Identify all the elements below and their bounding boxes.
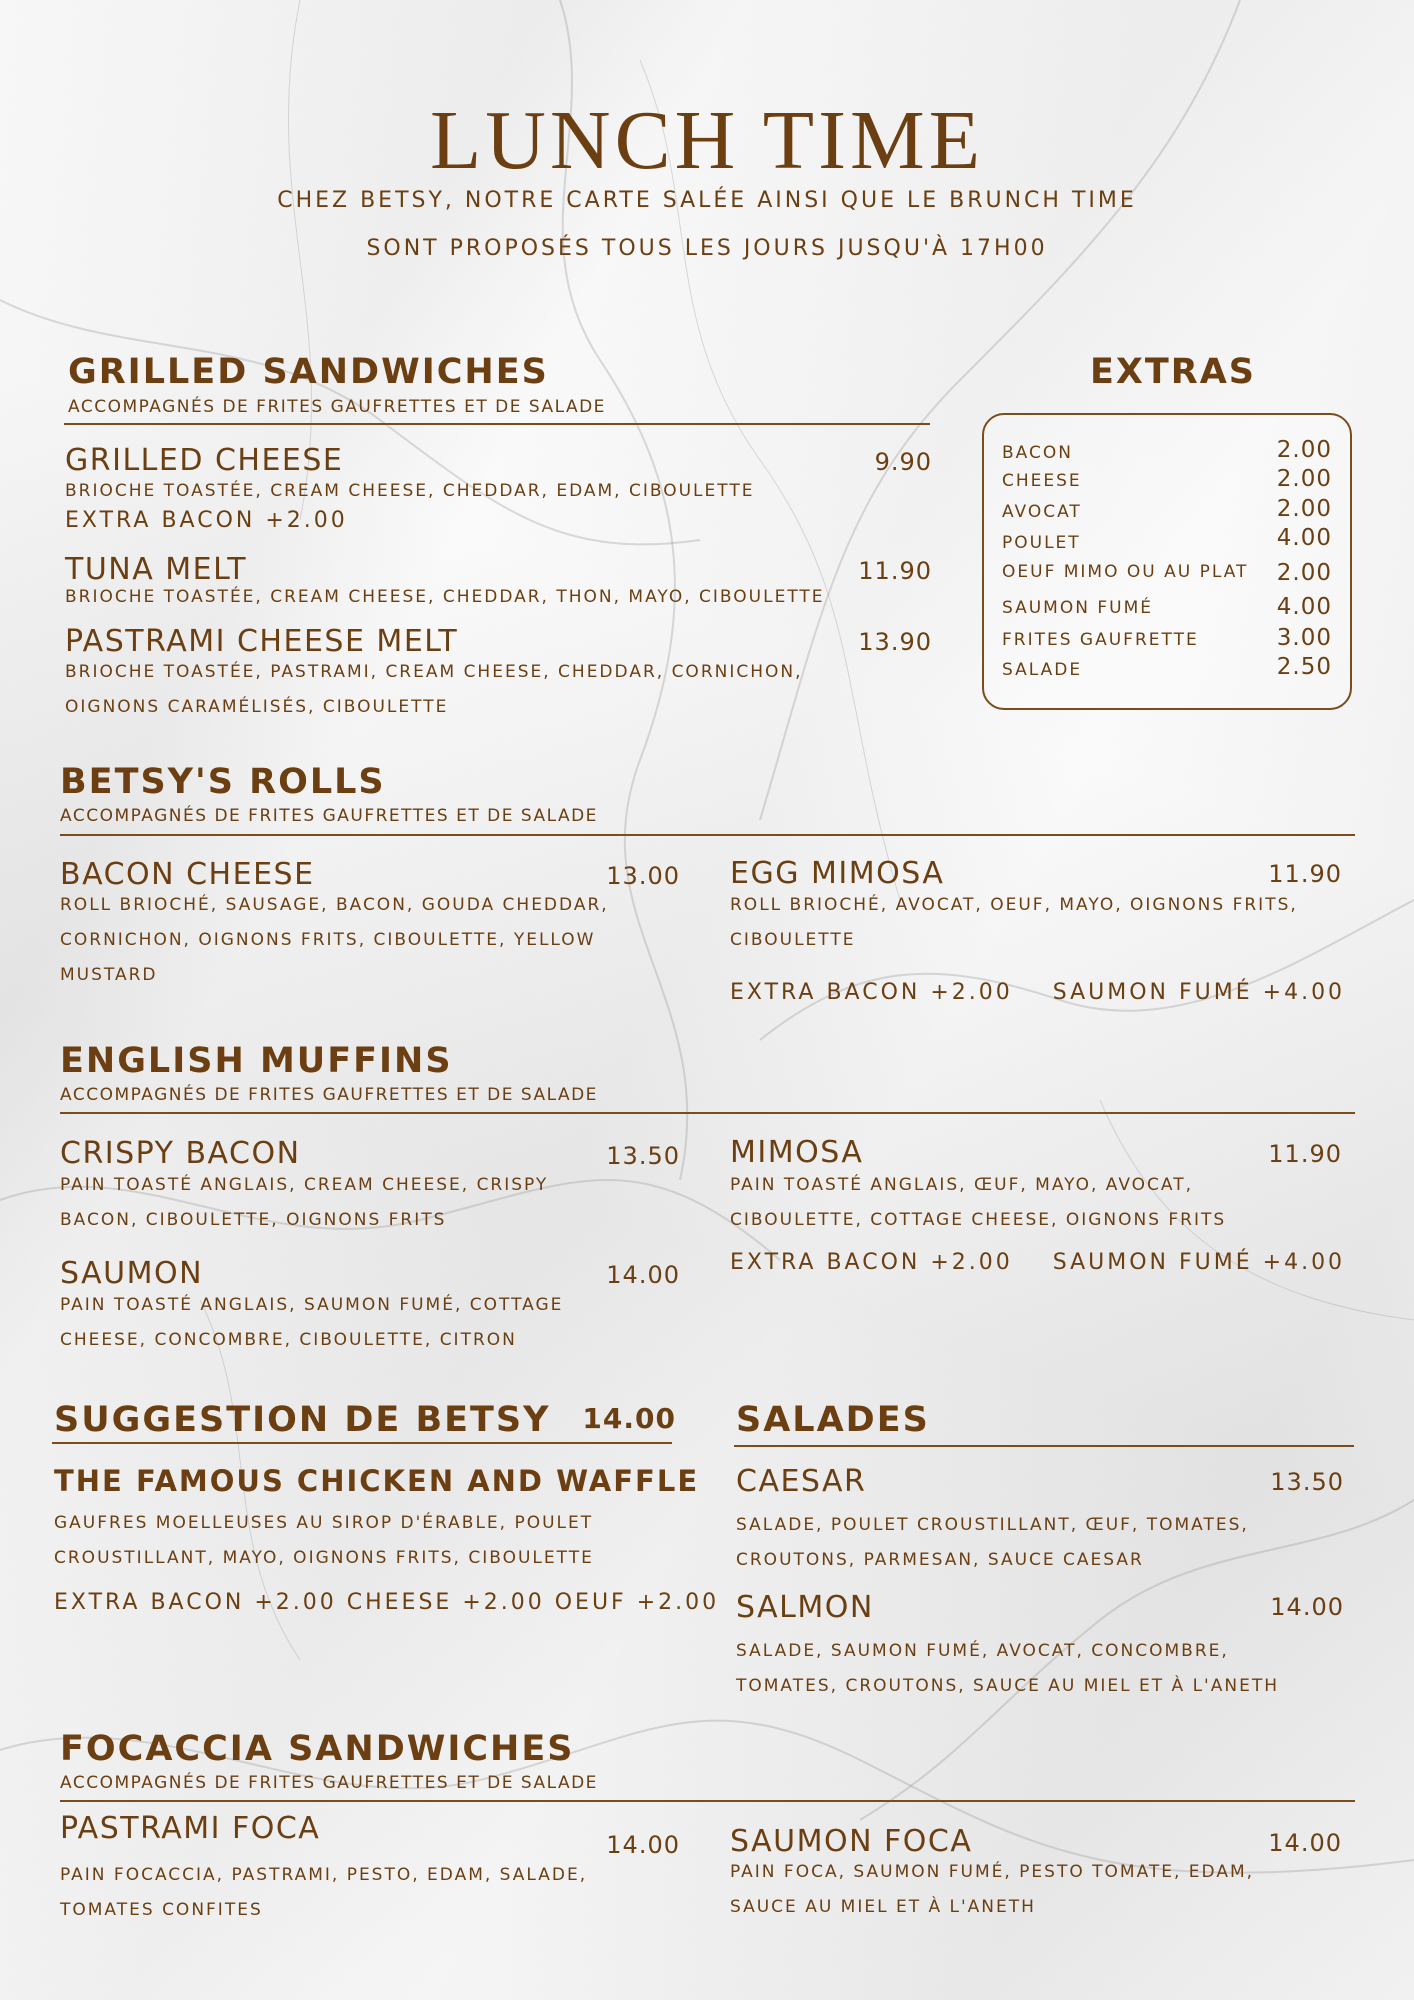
section-title-suggestion: SUGGESTION DE BETSY — [54, 1400, 551, 1440]
item-price: 13.50 — [1270, 1468, 1344, 1496]
item-name: BACON CHEESE — [60, 857, 315, 892]
item-name: MIMOSA — [730, 1135, 864, 1170]
extra-price: 4.00 — [1276, 594, 1332, 620]
section-title-muffins: ENGLISH MUFFINS — [60, 1041, 453, 1081]
section-divider — [52, 1442, 672, 1444]
extra-name: FRITES GAUFRETTE — [1002, 630, 1199, 650]
section-title-grilled: GRILLED SANDWICHES — [68, 352, 549, 392]
extra-name: SAUMON FUMÉ — [1002, 598, 1153, 618]
intro-line-2: SONT PROPOSÉS TOUS LES JOURS JUSQU'À 17H00 — [366, 236, 1048, 261]
section-subtitle-grilled: ACCOMPAGNÉS DE FRITES GAUFRETTES ET DE SALADE — [68, 397, 606, 417]
item-name: SAUMON FOCA — [730, 1824, 973, 1859]
item-name: SAUMON — [60, 1256, 204, 1291]
intro-line-1: CHEZ BETSY, NOTRE CARTE SALÉE AINSI QUE LE BRUNCH TIME — [277, 188, 1137, 213]
item-name: EGG MIMOSA — [730, 856, 945, 891]
item-name: PASTRAMI CHEESE MELT — [65, 624, 459, 659]
suggestion-price: 14.00 — [582, 1402, 676, 1435]
extra-name: OEUF MIMO OU AU PLAT — [1002, 562, 1249, 582]
section-title-extras: EXTRAS — [1090, 352, 1257, 392]
extra-name: POULET — [1002, 533, 1081, 553]
item-extra: EXTRA BACON +2.00 SAUMON FUMÉ +4.00 — [730, 1250, 1346, 1275]
extra-name: AVOCAT — [1002, 502, 1082, 522]
item-price: 14.00 — [1270, 1593, 1344, 1621]
item-extra: EXTRA BACON +2.00 CHEESE +2.00 OEUF +2.00 — [54, 1590, 720, 1615]
section-subtitle-rolls: ACCOMPAGNÉS DE FRITES GAUFRETTES ET DE SALADE — [60, 806, 598, 826]
section-divider — [734, 1445, 1354, 1447]
section-divider — [64, 423, 930, 425]
extra-price: 3.00 — [1276, 625, 1332, 651]
section-divider — [60, 1800, 1355, 1802]
item-description: PAIN FOCA, SAUMON FUMÉ, PESTO TOMATE, EDAM, SAUCE AU MIEL ET À L'ANETH — [730, 1862, 1255, 1917]
item-name: TUNA MELT — [65, 552, 248, 587]
item-extra: EXTRA BACON +2.00 — [65, 508, 348, 533]
item-price: 11.90 — [1268, 1140, 1342, 1168]
item-name: PASTRAMI FOCA — [60, 1811, 321, 1846]
extra-price: 2.00 — [1276, 496, 1332, 522]
item-description: SALADE, POULET CROUSTILLANT, ŒUF, TOMATES, CROUTONS, PARMESAN, SAUCE CAESAR — [736, 1515, 1249, 1570]
item-description: PAIN TOASTÉ ANGLAIS, ŒUF, MAYO, AVOCAT, CIBOULETTE, COTTAGE CHEESE, OIGNONS FRITS — [730, 1175, 1227, 1230]
item-price: 9.90 — [874, 448, 932, 476]
item-description: ROLL BRIOCHÉ, AVOCAT, OEUF, MAYO, OIGNONS FRITS, CIBOULETTE — [730, 895, 1298, 950]
extra-price: 2.00 — [1276, 437, 1332, 463]
item-price: 14.00 — [1268, 1829, 1342, 1857]
section-subtitle-focaccia: ACCOMPAGNÉS DE FRITES GAUFRETTES ET DE SALADE — [60, 1773, 598, 1793]
extra-name: SALADE — [1002, 660, 1083, 680]
item-description: BRIOCHE TOASTÉE, CREAM CHEESE, CHEDDAR, THON, MAYO, CIBOULETTE — [65, 587, 825, 607]
item-description: PAIN TOASTÉ ANGLAIS, SAUMON FUMÉ, COTTAGE CHEESE, CONCOMBRE, CIBOULETTE, CITRON — [60, 1295, 564, 1350]
extra-name: BACON — [1002, 443, 1073, 463]
item-price: 14.00 — [606, 1831, 680, 1859]
item-description: GAUFRES MOELLEUSES AU SIROP D'ÉRABLE, POULET CROUSTILLANT, MAYO, OIGNONS FRITS, CIBOULETTE — [54, 1513, 594, 1568]
section-title-rolls: BETSY'S ROLLS — [60, 762, 386, 802]
section-title-salades: SALADES — [736, 1400, 930, 1440]
item-description: SALADE, SAUMON FUMÉ, AVOCAT, CONCOMBRE, TOMATES, CROUTONS, SAUCE AU MIEL ET À L'ANETH — [736, 1641, 1279, 1696]
extra-name: CHEESE — [1002, 471, 1082, 491]
section-divider — [60, 834, 1355, 836]
item-price: 13.90 — [858, 628, 932, 656]
item-price: 11.90 — [858, 557, 932, 585]
item-name: SALMON — [736, 1590, 874, 1625]
section-subtitle-muffins: ACCOMPAGNÉS DE FRITES GAUFRETTES ET DE SALADE — [60, 1085, 598, 1105]
page-title: LUNCH TIME — [429, 94, 985, 187]
item-name: CAESAR — [736, 1464, 867, 1499]
extra-price: 2.00 — [1276, 560, 1332, 586]
extra-price: 4.00 — [1276, 525, 1332, 551]
item-price: 13.50 — [606, 1142, 680, 1170]
item-name: GRILLED CHEESE — [65, 443, 344, 478]
item-description: PAIN TOASTÉ ANGLAIS, CREAM CHEESE, CRISPY BACON, CIBOULETTE, OIGNONS FRITS — [60, 1175, 549, 1230]
item-description: BRIOCHE TOASTÉE, PASTRAMI, CREAM CHEESE, CHEDDAR, CORNICHON, OIGNONS CARAMÉLISÉS, CIBOULETTE — [65, 662, 803, 717]
item-price: 14.00 — [606, 1261, 680, 1289]
item-price: 13.00 — [606, 862, 680, 890]
item-name: CRISPY BACON — [60, 1136, 301, 1171]
extra-price: 2.50 — [1276, 654, 1332, 680]
suggestion-dish: THE FAMOUS CHICKEN AND WAFFLE — [54, 1464, 700, 1498]
item-description: BRIOCHE TOASTÉE, CREAM CHEESE, CHEDDAR, EDAM, CIBOULETTE — [65, 481, 755, 501]
section-title-focaccia: FOCACCIA SANDWICHES — [60, 1729, 575, 1769]
item-description: PAIN FOCACCIA, PASTRAMI, PESTO, EDAM, SALADE, TOMATES CONFITES — [60, 1865, 588, 1920]
section-divider — [60, 1112, 1355, 1114]
extra-price: 2.00 — [1276, 466, 1332, 492]
item-price: 11.90 — [1268, 860, 1342, 888]
item-extra: EXTRA BACON +2.00 SAUMON FUMÉ +4.00 — [730, 980, 1346, 1005]
item-description: ROLL BRIOCHÉ, SAUSAGE, BACON, GOUDA CHEDDAR, CORNICHON, OIGNONS FRITS, CIBOULETTE, YELLOW MUSTARD — [60, 895, 609, 985]
